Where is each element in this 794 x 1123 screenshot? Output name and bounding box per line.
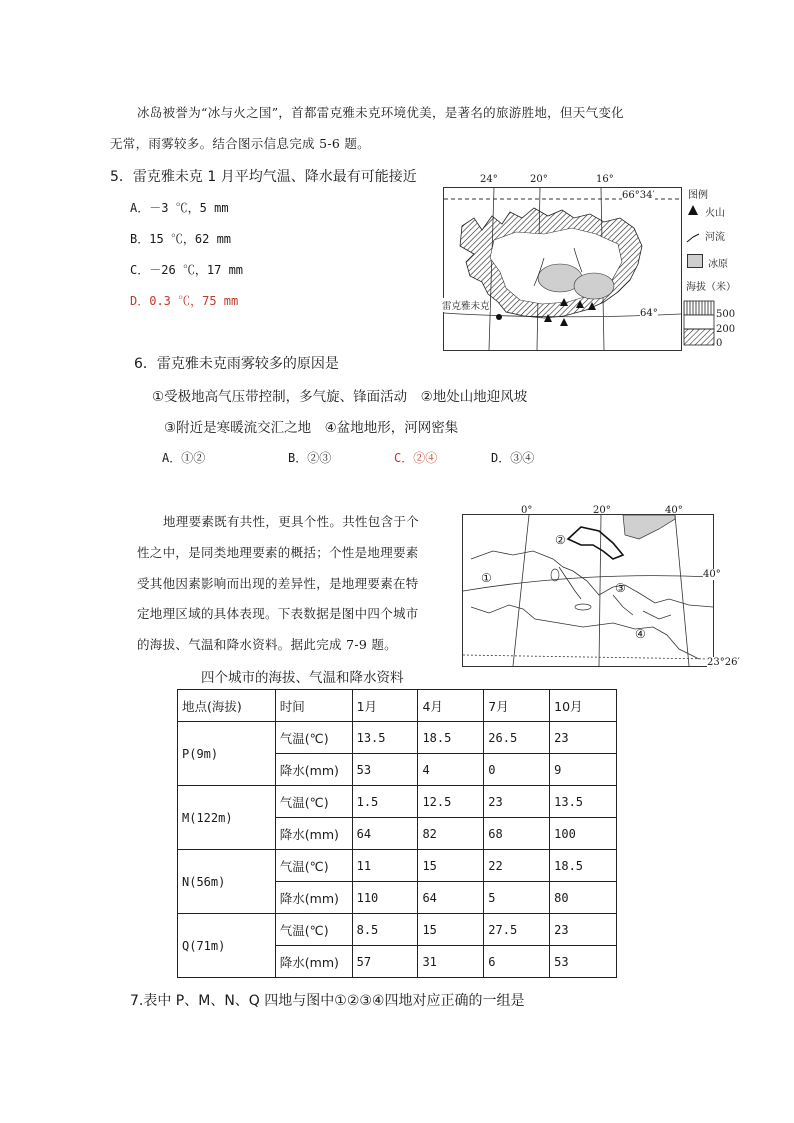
value-cell: 0: [484, 754, 550, 786]
volcano-icon: [560, 318, 568, 326]
mediterranean-map-svg: [463, 515, 713, 666]
intro2-line1: 地理要素既有共性，更具个性。共性包含于个: [163, 514, 420, 529]
header-time: 时间: [275, 690, 352, 722]
temp-label: 气温(℃): [275, 786, 352, 818]
intro2-line3: 受其他因素影响而出现的差异性，是地理要素在特: [137, 576, 419, 591]
reykjavik-dot: [496, 314, 502, 320]
legend-elev-500: 500: [716, 309, 736, 320]
legend-title: 图例: [688, 190, 708, 201]
value-cell: 27.5: [484, 914, 550, 946]
value-cell: 4: [418, 754, 484, 786]
q6-option-d[interactable]: D．③④: [491, 451, 535, 465]
iceland-map: [442, 174, 682, 351]
legend-river-icon: [686, 228, 700, 247]
q6-option-c[interactable]: C．②④: [394, 451, 438, 465]
value-cell: 15: [418, 850, 484, 882]
temp-label: 气温(℃): [275, 850, 352, 882]
med-lon-0: 0°: [521, 505, 533, 516]
q5-option-b[interactable]: B．15 ℃，62 mm: [130, 232, 232, 246]
climate-table: [177, 689, 617, 978]
temp-label: 气温(℃): [275, 914, 352, 946]
value-cell: 53: [550, 946, 617, 978]
table-header-row: [178, 690, 617, 722]
value-cell: 68: [484, 818, 550, 850]
q6-option-a[interactable]: A．①②: [162, 451, 206, 465]
value-cell: 23: [550, 914, 617, 946]
header-jan: 1月: [352, 690, 418, 722]
reykjavik-label: 雷克雅未克: [442, 298, 490, 312]
iceland-lat-64: 64°: [640, 308, 658, 319]
q5-option-c[interactable]: C．－26 ℃，17 mm: [130, 263, 244, 277]
place-cell: Q(71m): [178, 914, 276, 978]
med-lat-40: 40°: [703, 569, 721, 580]
temp-label: 气温(℃): [275, 722, 352, 754]
iceland-lon-20: 20°: [530, 174, 548, 185]
iceland-lon-16: 16°: [596, 174, 614, 185]
med-lat-tropic: 23°26′: [707, 657, 740, 668]
legend-volcano-icon: [688, 205, 698, 215]
intro2-line2: 性之中，是同类地理要素的概括；个性是地理要素: [137, 545, 419, 560]
value-cell: 15: [418, 914, 484, 946]
glacier-east: [574, 273, 614, 299]
value-cell: 23: [484, 786, 550, 818]
q6-statements-2: ③附近是寒暖流交汇之地 ④盆地地形，河网密集: [164, 420, 459, 436]
legend-elev-title: 海拔（米）: [686, 282, 736, 293]
value-cell: 64: [418, 882, 484, 914]
header-oct: 10月: [550, 690, 617, 722]
value-cell: 22: [484, 850, 550, 882]
intro2-line5: 的海拔、气温和降水资料。据此完成 7-9 题。: [137, 637, 397, 652]
q6-stem: 6．雷克雅未克雨雾较多的原因是: [134, 356, 339, 372]
value-cell: 13.5: [550, 786, 617, 818]
q5-option-a[interactable]: A．－3 ℃，5 mm: [130, 201, 229, 215]
q5-stem: 5．雷克雅未克 1 月平均气温、降水最有可能接近: [110, 169, 417, 185]
table-row: [178, 786, 617, 818]
header-place: 地点(海拔): [178, 690, 276, 722]
intro1-line2: 无常，雨雾较多。结合图示信息完成 5-6 题。: [110, 136, 370, 151]
value-cell: 110: [352, 882, 418, 914]
legend-glacier-swatch: [687, 254, 703, 268]
value-cell: 53: [352, 754, 418, 786]
q7-stem: 7.表中 P、M、N、Q 四地与图中①②③④四地对应正确的一组是: [130, 993, 525, 1009]
mediterranean-map: [462, 505, 740, 668]
legend-elev-200: 200: [716, 324, 736, 335]
value-cell: 23: [550, 722, 617, 754]
q5-option-d[interactable]: D．0.3 ℃，75 mm: [130, 294, 239, 308]
value-cell: 8.5: [352, 914, 418, 946]
prec-label: 降水(mm): [275, 754, 352, 786]
value-cell: 12.5: [418, 786, 484, 818]
value-cell: 64: [352, 818, 418, 850]
value-cell: 80: [550, 882, 617, 914]
prec-label: 降水(mm): [275, 882, 352, 914]
legend-glacier-label: 冰原: [708, 259, 728, 270]
table-row: [178, 722, 617, 754]
prec-label: 降水(mm): [275, 946, 352, 978]
legend-elev-bar: [683, 300, 717, 352]
header-jul: 7月: [484, 690, 550, 722]
legend-volcano-label: 火山: [705, 208, 725, 219]
med-lon-20: 20°: [593, 505, 611, 516]
value-cell: 18.5: [550, 850, 617, 882]
q6-statements-1: ①受极地高气压带控制，多气旋、锋面活动 ②地处山地迎风坡: [152, 389, 528, 405]
intro1-line1: 冰岛被誉为“冰与火之国”，首都雷克雅未克环境优美，是著名的旅游胜地，但天气变化: [137, 105, 624, 120]
med-marker-4: ④: [635, 627, 646, 641]
value-cell: 1.5: [352, 786, 418, 818]
med-marker-1: ①: [481, 571, 492, 585]
table-row: [178, 914, 617, 946]
med-marker-3: ③: [615, 581, 626, 595]
table-caption: 四个城市的海拔、气温和降水资料: [201, 670, 404, 686]
header-apr: 4月: [418, 690, 484, 722]
table-row: [178, 850, 617, 882]
med-lon-40: 40°: [665, 505, 683, 516]
q6-option-b[interactable]: B．②③: [288, 451, 332, 465]
value-cell: 18.5: [418, 722, 484, 754]
place-cell: P(9m): [178, 722, 276, 786]
value-cell: 9: [550, 754, 617, 786]
iceland-lon-24: 24°: [480, 174, 498, 185]
legend-elev-0: 0: [716, 338, 723, 349]
value-cell: 6: [484, 946, 550, 978]
value-cell: 13.5: [352, 722, 418, 754]
value-cell: 5: [484, 882, 550, 914]
place-cell: N(56m): [178, 850, 276, 914]
iceland-lat-arctic: 66°34′: [622, 190, 655, 201]
legend-river-label: 河流: [705, 232, 725, 243]
place-cell: M(122m): [178, 786, 276, 850]
intro2-line4: 定地理区域的具体表现。下表数据是图中四个城市: [137, 606, 419, 621]
value-cell: 82: [418, 818, 484, 850]
iceland-map-svg: [444, 188, 681, 350]
med-marker-2: ②: [555, 533, 566, 547]
value-cell: 11: [352, 850, 418, 882]
value-cell: 26.5: [484, 722, 550, 754]
value-cell: 57: [352, 946, 418, 978]
value-cell: 100: [550, 818, 617, 850]
prec-label: 降水(mm): [275, 818, 352, 850]
value-cell: 31: [418, 946, 484, 978]
